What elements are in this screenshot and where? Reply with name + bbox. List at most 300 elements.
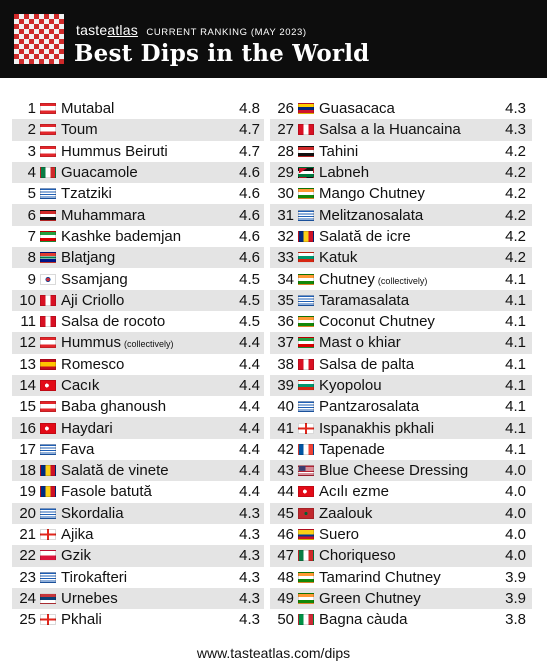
rank-number: 31 bbox=[277, 206, 294, 224]
morocco-flag-icon bbox=[298, 508, 314, 519]
lebanon-flag-icon bbox=[40, 124, 56, 135]
romania-flag-icon bbox=[40, 465, 56, 476]
dish-name[interactable] bbox=[61, 143, 230, 160]
dish-name[interactable] bbox=[61, 547, 230, 564]
bulgaria-flag-icon bbox=[298, 380, 314, 391]
dish-name-text: Salată de vinete bbox=[61, 462, 169, 480]
bulgaria-flag-icon bbox=[298, 252, 314, 263]
ranking-subtitle: CURRENT RANKING (MAY 2023) bbox=[146, 27, 307, 38]
dish-name-text: Zaalouk bbox=[319, 504, 373, 522]
dish-name-text: Toum bbox=[61, 121, 98, 139]
dish-name-text: Fava bbox=[61, 440, 95, 458]
rating-value: 4.6 bbox=[239, 185, 260, 203]
rating-value: 4.0 bbox=[505, 526, 526, 544]
dish-name-text: Ssamjang bbox=[61, 270, 128, 288]
dish-name-text: Tamarind Chutney bbox=[319, 568, 441, 586]
dish-name[interactable] bbox=[61, 526, 230, 543]
rank-number: 6 bbox=[27, 206, 36, 224]
greece-flag-icon bbox=[298, 401, 314, 412]
romania-flag-icon bbox=[298, 231, 314, 242]
ranking-row[interactable] bbox=[12, 417, 264, 438]
greece-flag-icon bbox=[40, 188, 56, 199]
rating-value: 4.6 bbox=[239, 227, 260, 245]
dish-name[interactable] bbox=[319, 356, 496, 373]
brand-logo-text[interactable] bbox=[76, 22, 138, 38]
greece-flag-icon bbox=[40, 508, 56, 519]
dish-name-text: Gzik bbox=[61, 547, 91, 565]
dish-name-text: Labneh bbox=[319, 164, 370, 182]
dish-name-text: Suero bbox=[319, 526, 360, 544]
dish-name-text: Blue Cheese Dressing bbox=[319, 462, 469, 480]
rank-number: 32 bbox=[277, 227, 294, 245]
india-flag-icon bbox=[298, 188, 314, 199]
rank-number: 48 bbox=[277, 568, 294, 586]
greece-flag-icon bbox=[298, 210, 314, 221]
dish-name[interactable] bbox=[319, 292, 496, 309]
dish-name-text: Aji Criollo bbox=[61, 291, 125, 309]
dish-name[interactable] bbox=[319, 228, 496, 245]
dish-name[interactable] bbox=[61, 228, 230, 245]
rank-number: 49 bbox=[277, 589, 294, 607]
india-flag-icon bbox=[298, 593, 314, 604]
rank-number: 39 bbox=[277, 377, 294, 394]
dish-name[interactable] bbox=[61, 356, 230, 373]
ranking-row[interactable] bbox=[12, 588, 264, 609]
ranking-row[interactable] bbox=[12, 290, 264, 311]
rank-number: 33 bbox=[277, 249, 294, 267]
rank-number: 7 bbox=[27, 227, 36, 245]
footer-url-link[interactable]: www.tasteatlas.com/dips bbox=[196, 645, 351, 661]
rating-value: 4.1 bbox=[505, 313, 526, 331]
mexico-flag-icon bbox=[40, 167, 56, 178]
rating-value: 4.1 bbox=[505, 291, 526, 309]
peru-flag-icon bbox=[40, 316, 56, 327]
dish-name[interactable] bbox=[319, 569, 496, 586]
rating-value: 4.4 bbox=[239, 334, 260, 352]
dish-name-text: Katuk bbox=[319, 249, 358, 267]
dish-name-text: Skordalia bbox=[61, 504, 124, 522]
rating-value: 4.2 bbox=[505, 164, 526, 182]
lebanon-flag-icon bbox=[40, 146, 56, 157]
rating-value: 4.0 bbox=[505, 547, 526, 565]
dish-name[interactable] bbox=[61, 164, 230, 181]
dish-name-text: Haydari bbox=[61, 419, 113, 437]
rating-value: 4.7 bbox=[239, 142, 260, 160]
dish-name-text: Pantzarosalata bbox=[319, 398, 420, 416]
rating-value: 4.3 bbox=[239, 547, 260, 565]
rank-number: 42 bbox=[277, 440, 294, 458]
ranking-row[interactable] bbox=[270, 311, 532, 332]
dish-name-text: Taramasalata bbox=[319, 291, 410, 309]
dish-name-text: Coconut Chutney bbox=[319, 313, 435, 331]
rating-value: 4.5 bbox=[239, 291, 260, 309]
rank-number: 26 bbox=[277, 100, 294, 118]
rating-value: 4.2 bbox=[505, 185, 526, 203]
rank-number: 46 bbox=[277, 526, 294, 544]
dish-name-text: Tirokafteri bbox=[61, 568, 128, 586]
ranking-row[interactable] bbox=[270, 417, 532, 438]
dish-name-text: Baba ghanoush bbox=[61, 398, 167, 416]
rank-number: 36 bbox=[277, 313, 294, 331]
dish-name[interactable] bbox=[319, 143, 496, 160]
dish-name-text: Mutabal bbox=[61, 100, 115, 118]
peru-flag-icon bbox=[298, 124, 314, 135]
dish-name-text: Mast o khiar bbox=[319, 334, 401, 352]
dish-name-text: Ajika bbox=[61, 526, 94, 544]
ranking-row[interactable] bbox=[270, 290, 532, 311]
dish-name-text: Guasacaca bbox=[319, 100, 395, 118]
dish-name[interactable] bbox=[319, 505, 496, 522]
rank-number: 27 bbox=[277, 121, 294, 139]
dish-name[interactable] bbox=[319, 121, 496, 138]
ranking-row[interactable] bbox=[270, 460, 532, 481]
rating-value: 4.4 bbox=[239, 462, 260, 480]
france-flag-icon bbox=[298, 444, 314, 455]
rank-number: 24 bbox=[19, 589, 36, 607]
dish-name[interactable] bbox=[61, 505, 230, 522]
rating-value: 4.1 bbox=[505, 377, 526, 394]
dish-name[interactable] bbox=[319, 398, 496, 415]
rank-number: 14 bbox=[19, 377, 36, 394]
poland-flag-icon bbox=[40, 550, 56, 561]
dish-name-text: Hummus bbox=[61, 334, 122, 352]
iran-flag-icon bbox=[40, 231, 56, 242]
dish-name[interactable] bbox=[61, 569, 230, 586]
rating-value: 4.8 bbox=[239, 100, 260, 118]
rating-value: 4.3 bbox=[239, 504, 260, 522]
ranking-row[interactable] bbox=[12, 396, 264, 417]
rank-number: 44 bbox=[277, 483, 294, 501]
ranking-row[interactable] bbox=[12, 354, 264, 375]
rating-value: 4.0 bbox=[505, 504, 526, 522]
dish-note: (collectively) bbox=[124, 339, 174, 350]
lebanon-flag-icon bbox=[40, 401, 56, 412]
ranking-row[interactable] bbox=[270, 503, 532, 524]
rating-value: 4.1 bbox=[505, 398, 526, 416]
dish-name[interactable] bbox=[319, 164, 496, 181]
rating-value: 4.4 bbox=[239, 355, 260, 373]
ranking-row[interactable] bbox=[270, 204, 532, 225]
rank-number: 28 bbox=[277, 142, 294, 160]
dish-name[interactable] bbox=[61, 249, 230, 266]
ranking-row[interactable] bbox=[270, 588, 532, 609]
india-flag-icon bbox=[298, 274, 314, 285]
rank-number: 8 bbox=[27, 249, 36, 267]
lebanon-flag-icon bbox=[40, 103, 56, 114]
rank-number: 13 bbox=[19, 355, 36, 373]
dish-name-text: Kyopolou bbox=[319, 377, 382, 394]
georgia-flag-icon bbox=[298, 423, 314, 434]
dish-name[interactable] bbox=[61, 420, 230, 437]
jordan-flag-icon bbox=[298, 167, 314, 178]
rating-value: 4.2 bbox=[505, 206, 526, 224]
rank-number: 35 bbox=[277, 291, 294, 309]
rating-value: 4.4 bbox=[239, 377, 260, 394]
usa-flag-icon bbox=[298, 465, 314, 476]
dish-name[interactable] bbox=[61, 462, 230, 479]
turkey-flag-icon bbox=[40, 380, 56, 391]
dish-name-text: Acılı ezme bbox=[319, 483, 390, 501]
italy-flag-icon bbox=[298, 614, 314, 625]
rating-value: 4.5 bbox=[239, 313, 260, 331]
ranking-row[interactable] bbox=[12, 609, 264, 630]
rank-number: 23 bbox=[19, 568, 36, 586]
dish-name[interactable] bbox=[319, 207, 496, 224]
ranking-row[interactable] bbox=[12, 98, 264, 119]
rank-number: 47 bbox=[277, 547, 294, 565]
rating-value: 3.8 bbox=[505, 611, 526, 629]
ranking-row[interactable] bbox=[12, 141, 264, 162]
dish-name-text: Tapenade bbox=[319, 440, 385, 458]
ranking-row[interactable] bbox=[270, 439, 532, 460]
rating-value: 4.7 bbox=[239, 121, 260, 139]
india-flag-icon bbox=[298, 316, 314, 327]
rank-number: 5 bbox=[27, 185, 36, 203]
ranking-row[interactable] bbox=[270, 375, 532, 396]
dish-name[interactable] bbox=[61, 207, 230, 224]
rating-value: 4.4 bbox=[239, 483, 260, 501]
ranking-row[interactable] bbox=[270, 98, 532, 119]
ranking-row[interactable] bbox=[12, 119, 264, 140]
ranking-row[interactable] bbox=[270, 567, 532, 588]
ranking-row[interactable] bbox=[12, 439, 264, 460]
dish-name[interactable] bbox=[61, 313, 230, 330]
rating-value: 4.1 bbox=[505, 419, 526, 437]
dish-name[interactable] bbox=[319, 526, 496, 543]
dish-name-text: Kashke bademjan bbox=[61, 227, 182, 245]
rating-value: 4.5 bbox=[239, 270, 260, 288]
dish-name[interactable] bbox=[319, 185, 496, 202]
ranking-row[interactable] bbox=[12, 567, 264, 588]
dish-name-text: Pkhali bbox=[61, 611, 102, 629]
ranking-row[interactable] bbox=[12, 162, 264, 183]
mexico-flag-icon bbox=[298, 550, 314, 561]
rank-number: 50 bbox=[277, 611, 294, 629]
ranking-row[interactable] bbox=[12, 332, 264, 353]
rank-number: 22 bbox=[19, 547, 36, 565]
dish-name-text: Salsa de rocoto bbox=[61, 313, 166, 331]
dish-name-text: Romesco bbox=[61, 355, 125, 373]
dish-name-text: Mango Chutney bbox=[319, 185, 425, 203]
ranking-column-left bbox=[12, 98, 264, 630]
dish-name-text: Hummus Beiruti bbox=[61, 142, 168, 160]
dish-name-text: Tzatziki bbox=[61, 185, 112, 203]
dish-name[interactable] bbox=[61, 377, 230, 394]
ranking-row[interactable] bbox=[12, 183, 264, 204]
rank-number: 17 bbox=[19, 440, 36, 458]
dish-name-text: Guacamole bbox=[61, 164, 138, 182]
rank-number: 4 bbox=[27, 164, 36, 182]
iran-flag-icon bbox=[298, 337, 314, 348]
rating-value: 4.3 bbox=[239, 568, 260, 586]
dish-name-text: Melitzanosalata bbox=[319, 206, 424, 224]
rank-number: 1 bbox=[27, 100, 36, 118]
ranking-row[interactable] bbox=[270, 247, 532, 268]
rating-value: 3.9 bbox=[505, 589, 526, 607]
rank-number: 10 bbox=[19, 291, 36, 309]
brand-text-atlas: atlas bbox=[107, 22, 138, 38]
dish-name[interactable] bbox=[61, 121, 230, 138]
ranking-row[interactable] bbox=[12, 375, 264, 396]
rating-value: 4.1 bbox=[505, 334, 526, 352]
rating-value: 4.3 bbox=[239, 589, 260, 607]
dish-name-text: Chutney bbox=[319, 270, 375, 288]
rating-value: 4.3 bbox=[239, 611, 260, 629]
romania-flag-icon bbox=[40, 486, 56, 497]
rank-number: 29 bbox=[277, 164, 294, 182]
dish-name[interactable] bbox=[319, 462, 496, 479]
rating-value: 4.3 bbox=[505, 100, 526, 118]
dish-name[interactable] bbox=[319, 483, 496, 500]
ranking-row[interactable] bbox=[12, 247, 264, 268]
rank-number: 15 bbox=[19, 398, 36, 416]
rank-number: 25 bbox=[19, 611, 36, 629]
peru-flag-icon bbox=[298, 359, 314, 370]
greece-flag-icon bbox=[298, 295, 314, 306]
rank-number: 11 bbox=[20, 313, 36, 331]
rating-value: 4.0 bbox=[505, 462, 526, 480]
turkey-flag-icon bbox=[298, 486, 314, 497]
rank-number: 37 bbox=[277, 334, 294, 352]
dish-name[interactable] bbox=[319, 100, 496, 117]
rating-value: 4.4 bbox=[239, 440, 260, 458]
ranking-row[interactable] bbox=[12, 268, 264, 289]
ranking-row[interactable] bbox=[270, 332, 532, 353]
dish-name[interactable] bbox=[61, 100, 230, 117]
rating-value: 4.2 bbox=[505, 249, 526, 267]
rating-value: 4.2 bbox=[505, 142, 526, 160]
dish-name[interactable] bbox=[319, 334, 496, 351]
ranking-row[interactable] bbox=[270, 524, 532, 545]
ranking-row[interactable] bbox=[12, 503, 264, 524]
ranking-column-right bbox=[270, 98, 532, 630]
rating-value: 4.1 bbox=[505, 440, 526, 458]
ranking-row[interactable] bbox=[270, 119, 532, 140]
dish-name-text: Bagna càuda bbox=[319, 611, 408, 629]
dish-name-text: Cacık bbox=[61, 377, 100, 394]
dish-name-text: Green Chutney bbox=[319, 589, 421, 607]
dish-name-text: Salată de icre bbox=[319, 227, 411, 245]
rank-number: 38 bbox=[277, 355, 294, 373]
ranking-row[interactable] bbox=[12, 545, 264, 566]
rank-number: 20 bbox=[19, 504, 36, 522]
rating-value: 4.6 bbox=[239, 206, 260, 224]
dish-name-text: Choriqueso bbox=[319, 547, 396, 565]
dish-name-text: Salsa a la Huancaina bbox=[319, 121, 461, 139]
rating-value: 4.6 bbox=[239, 164, 260, 182]
rating-value: 4.4 bbox=[239, 398, 260, 416]
ranking-row[interactable] bbox=[12, 226, 264, 247]
rank-number: 45 bbox=[277, 504, 294, 522]
dish-name[interactable] bbox=[61, 441, 230, 458]
dish-name[interactable] bbox=[61, 611, 230, 628]
serbia-flag-icon bbox=[40, 593, 56, 604]
dish-name-text: Muhammara bbox=[61, 206, 146, 224]
dish-name[interactable] bbox=[319, 420, 496, 437]
rank-number: 9 bbox=[27, 270, 36, 288]
dish-name[interactable] bbox=[61, 292, 230, 309]
ranking-row[interactable] bbox=[270, 396, 532, 417]
ranking-row[interactable] bbox=[270, 183, 532, 204]
lebanon-flag-icon bbox=[40, 337, 56, 348]
rating-value: 4.3 bbox=[505, 121, 526, 139]
checkered-logo bbox=[14, 14, 64, 64]
rank-number: 2 bbox=[27, 121, 36, 139]
dish-name-text: Ispanakhis pkhali bbox=[319, 419, 435, 437]
colombia-flag-icon bbox=[298, 529, 314, 540]
rank-number: 16 bbox=[19, 419, 36, 437]
rank-number: 21 bbox=[19, 526, 36, 544]
ranking-row[interactable] bbox=[12, 204, 264, 225]
ranking-row[interactable] bbox=[12, 524, 264, 545]
dish-name[interactable] bbox=[319, 249, 496, 266]
rank-number: 34 bbox=[277, 270, 294, 288]
ranking-row[interactable] bbox=[270, 354, 532, 375]
georgia-flag-icon bbox=[40, 529, 56, 540]
ranking-row[interactable] bbox=[12, 481, 264, 502]
rating-value: 4.3 bbox=[239, 526, 260, 544]
dish-name[interactable] bbox=[61, 185, 230, 202]
ranking-row[interactable] bbox=[270, 609, 532, 630]
dish-name-text: Blatjang bbox=[61, 249, 116, 267]
ranking-row[interactable] bbox=[270, 141, 532, 162]
south-korea-flag-icon bbox=[40, 274, 56, 285]
dish-name[interactable] bbox=[61, 483, 230, 500]
rating-value: 4.0 bbox=[505, 483, 526, 501]
rank-number: 12 bbox=[19, 334, 36, 352]
ranking-row[interactable] bbox=[12, 311, 264, 332]
dish-name[interactable] bbox=[319, 377, 496, 394]
ranking-row[interactable] bbox=[12, 460, 264, 481]
rating-value: 4.1 bbox=[505, 270, 526, 288]
dish-name[interactable] bbox=[61, 334, 230, 351]
dish-name[interactable] bbox=[319, 441, 496, 458]
ranking-row[interactable] bbox=[270, 481, 532, 502]
ranking-row[interactable] bbox=[270, 226, 532, 247]
dish-name-text: Urnebes bbox=[61, 589, 118, 607]
dish-name[interactable] bbox=[319, 590, 496, 607]
dish-name[interactable] bbox=[61, 398, 230, 415]
rank-number: 43 bbox=[277, 462, 294, 480]
turkey-flag-icon bbox=[40, 423, 56, 434]
dish-name[interactable] bbox=[319, 611, 496, 628]
dish-name[interactable] bbox=[319, 271, 496, 288]
ranking-row[interactable] bbox=[270, 162, 532, 183]
brand-text-taste: taste bbox=[76, 22, 108, 38]
rating-value: 4.1 bbox=[505, 355, 526, 373]
rank-number: 19 bbox=[19, 483, 36, 501]
dish-name[interactable] bbox=[61, 590, 230, 607]
ranking-row[interactable] bbox=[270, 268, 532, 289]
rating-value: 3.9 bbox=[505, 568, 526, 586]
peru-flag-icon bbox=[40, 295, 56, 306]
dish-name[interactable] bbox=[61, 271, 230, 288]
rank-number: 18 bbox=[19, 462, 36, 480]
rating-value: 4.2 bbox=[505, 227, 526, 245]
dish-name-text: Fasole batută bbox=[61, 483, 152, 501]
rating-value: 4.6 bbox=[239, 249, 260, 267]
greece-flag-icon bbox=[40, 572, 56, 583]
south-africa-flag-icon bbox=[40, 252, 56, 263]
ranking-row[interactable] bbox=[270, 545, 532, 566]
spain-flag-icon bbox=[40, 359, 56, 370]
dish-name[interactable] bbox=[319, 547, 496, 564]
rank-number: 3 bbox=[27, 142, 36, 160]
syria-flag-icon bbox=[40, 210, 56, 221]
dish-name[interactable] bbox=[319, 313, 496, 330]
syria-flag-icon bbox=[298, 146, 314, 157]
brand-line bbox=[76, 22, 307, 40]
